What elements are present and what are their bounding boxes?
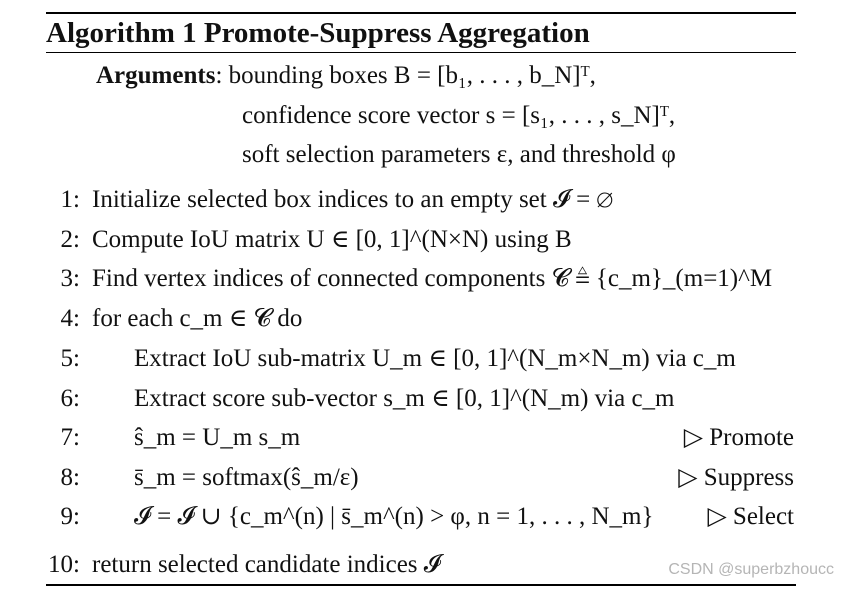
line-statement: Initialize selected box indices to an empty set 𝓘 = ∅ [92,186,614,213]
line-statement: Extract IoU sub-matrix U_m ∈ [0, 1]^(N_m×N_m) via c_m [134,345,736,372]
algorithm-line [0,497,850,537]
line-statement: for each c_m ∈ 𝓒 do [92,305,303,332]
line-number: 5: [60,345,80,372]
line-number: 9: [60,503,80,530]
line-number: 8: [60,464,80,491]
line-statement: ŝ_m = U_m s_m [134,424,301,451]
line-statement: 𝓘 = 𝓘 ∪ {c_m^(n) | s̄_m^(n) > φ, n = 1, . . . , N_m} [134,503,654,530]
line-number: 7: [60,424,80,451]
line-statement: s̄_m = softmax(ŝ_m/ε) [134,464,359,491]
algorithm-line [0,339,850,379]
bottom-rule [46,584,796,586]
title-rule [46,52,796,53]
arguments-text-1: : bounding boxes B = [b₁, . . . , b_N]ᵀ, [215,62,596,89]
line-comment: ▷ Select [707,503,794,530]
line-number: 6: [60,385,80,412]
algorithm-line [0,379,850,419]
algorithm-line [0,299,850,339]
arguments-line-2: confidence score vector s = [s₁, . . . , s_N]ᵀ, [242,102,676,129]
line-statement: Extract score sub-vector s_m ∈ [0, 1]^(N_m) via c_m [134,385,675,412]
line-number: 2: [60,226,80,253]
line-statement: Find vertex indices of connected components 𝓒 ≜ {c_m}_(m=1)^M [92,265,773,292]
algorithm-title: Algorithm 1 Promote-Suppress Aggregation [46,17,590,49]
line-statement: return selected candidate indices 𝓘 [92,551,441,578]
algorithm-line [0,220,850,260]
algorithm-line [0,180,850,220]
arguments-label: Arguments [96,62,216,89]
arguments-line-1 [96,60,596,92]
line-number: 4: [60,305,80,332]
watermark: CSDN @superbzhoucc [668,561,834,578]
line-comment: ▷ Suppress [678,464,794,491]
line-number: 10: [48,551,80,578]
algorithm-line [0,259,850,299]
line-statement: Compute IoU matrix U ∈ [0, 1]^(N×N) using B [92,226,572,253]
algorithm-line [0,418,850,458]
line-number: 1: [60,186,80,213]
line-number: 3: [60,265,80,292]
line-comment: ▷ Promote [683,424,794,451]
arguments-line-3: soft selection parameters ε, and threshold φ [242,141,676,168]
algorithm-line [0,458,850,498]
